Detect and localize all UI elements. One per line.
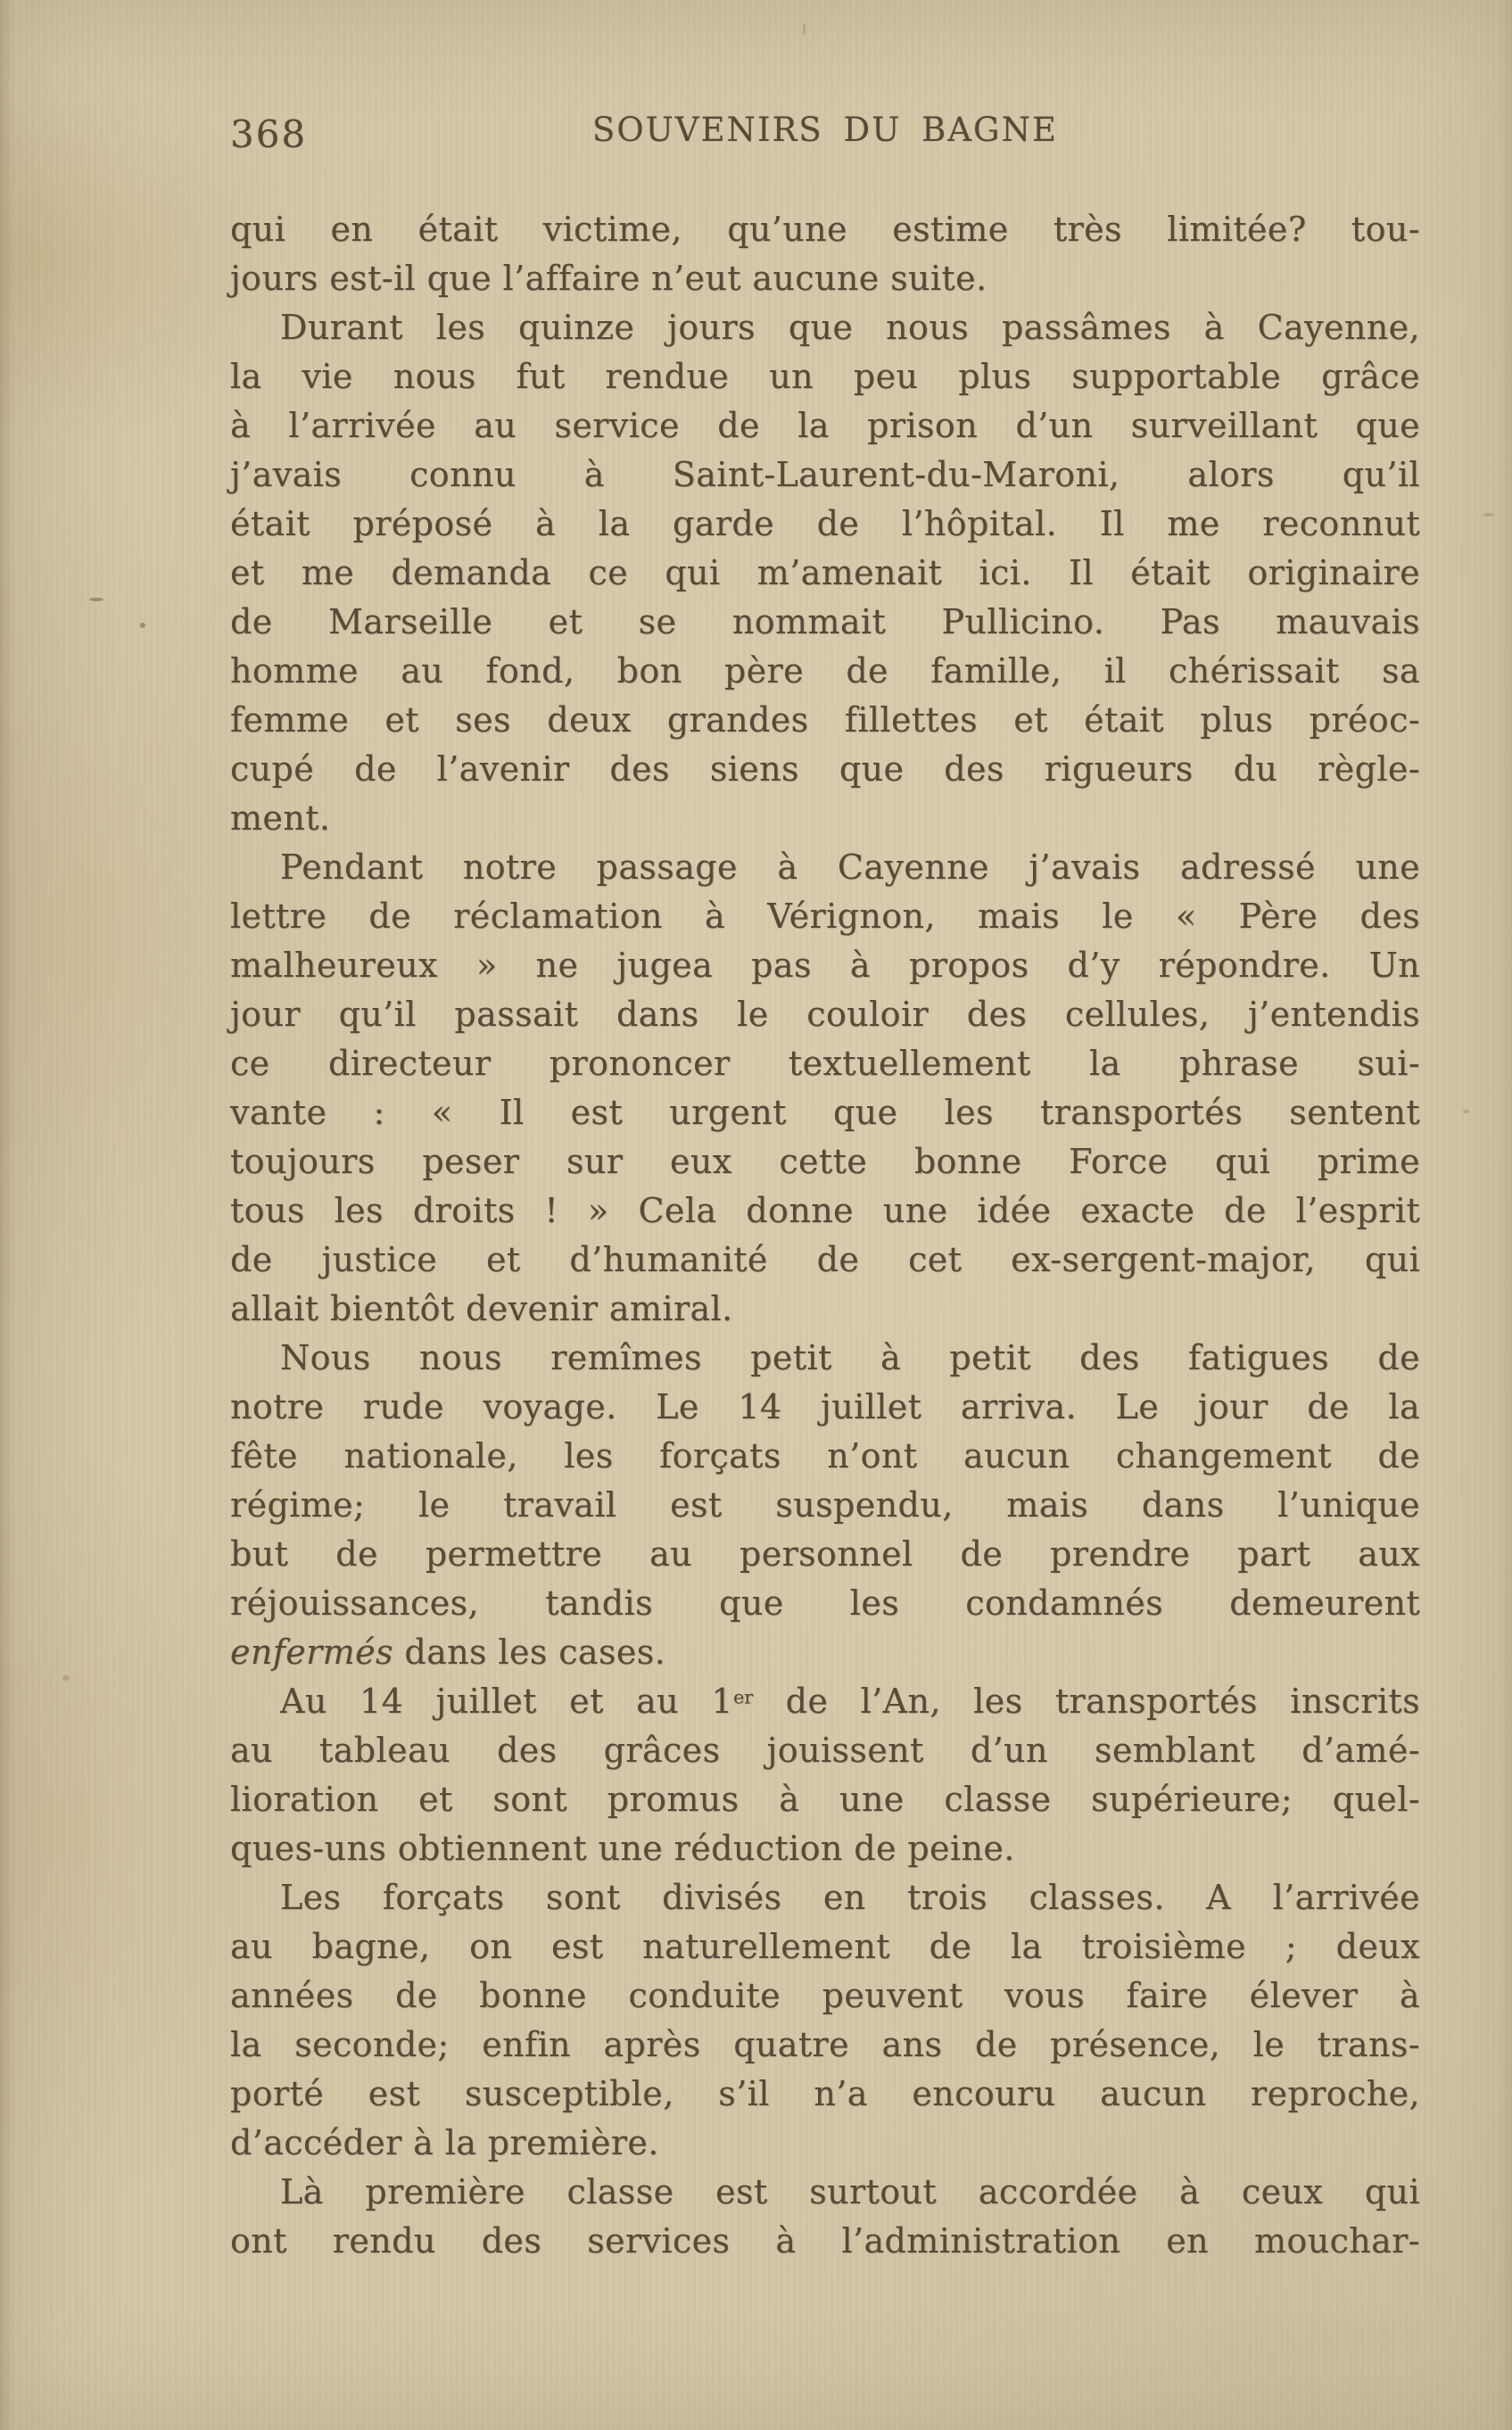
text-line: la seconde; enfin après quatre ans de présence, le trans-: [230, 2025, 1420, 2064]
text-line: ques-uns obtiennent une réduction de peine.: [230, 1829, 1015, 1868]
text-line: ont rendu des services à l’administration en mouchar-: [230, 2221, 1420, 2261]
page-header: [230, 111, 1420, 160]
text-segment: dans les cases.: [392, 1632, 666, 1672]
text-line: de justice et d’humanité de cet ex-sergent-major, qui: [230, 1240, 1420, 1279]
page-number: 368: [230, 112, 308, 156]
text-line: années de bonne conduite peuvent vous faire élever à: [230, 1976, 1420, 2015]
text-line: allait bientôt devenir amiral.: [230, 1289, 733, 1328]
text-line: était préposé à la garde de l’hôpital. Il me reconnut: [230, 504, 1420, 543]
text-line: ce directeur prononcer textuellement la phrase sui-: [230, 1044, 1420, 1083]
paragraph: [230, 1873, 1420, 2168]
paper-speck: [62, 1675, 70, 1681]
text-line: but de permettre au personnel de prendre part aux: [230, 1534, 1420, 1574]
text-line: et me demanda ce qui m’amenait ici. Il était originaire: [230, 553, 1420, 592]
text-line: Nous nous remîmes petit à petit des fatigues de: [280, 1338, 1420, 1377]
text-line: lettre de réclamation à Vérignon, mais le « Père des: [230, 897, 1420, 936]
text-line: régime; le travail est suspendu, mais dans l’unique: [230, 1485, 1420, 1525]
text-line: [230, 1677, 1420, 1726]
paper-speck: [803, 23, 806, 36]
text-line: lioration et sont promus à une classe supérieure; quel-: [230, 1780, 1420, 1819]
text-line: Là première classe est surtout accordée à ceux qui: [280, 2172, 1420, 2211]
text-line: jours est-il que l’affaire n’eut aucune suite.: [230, 259, 987, 298]
text-line: Durant les quinze jours que nous passâmes à Cayenne,: [280, 308, 1420, 347]
text-line: Pendant notre passage à Cayenne j’avais adressé une: [280, 847, 1420, 887]
text-line: toujours peser sur eux cette bonne Force qui prime: [230, 1142, 1420, 1181]
text-line: tous les droits ! » Cela donne une idée exacte de l’esprit: [230, 1191, 1420, 1230]
running-title: SOUVENIRS DU BAGNE: [591, 111, 1058, 149]
text-line: notre rude voyage. Le 14 juillet arriva. Le jour de la: [230, 1387, 1420, 1426]
text-line: jour qu’il passait dans le couloir des cellules, j’entendis: [230, 995, 1420, 1034]
paragraph: [230, 843, 1420, 1334]
text-line: ment.: [230, 798, 331, 838]
paragraph: [230, 1677, 1420, 1873]
text-line: de Marseille et se nommait Pullicino. Pas mauvais: [230, 602, 1420, 641]
paper-speck: [140, 623, 145, 628]
text-line: j’avais connu à Saint-Laurent-du-Maroni, alors qu’il: [230, 455, 1420, 494]
text-line: porté est susceptible, s’il n’a encouru aucun reproche,: [230, 2074, 1420, 2113]
page-body: [230, 205, 1420, 2266]
paper-speck: [89, 598, 103, 601]
text-line: cupé de l’avenir des siens que des rigueurs du règle-: [230, 749, 1420, 789]
text-line: homme au fond, bon père de famille, il chérissait sa: [230, 651, 1420, 690]
text-line: fête nationale, les forçats n’ont aucun changement de: [230, 1436, 1420, 1475]
text-line: à l’arrivée au service de la prison d’un surveillant que: [230, 406, 1420, 445]
text-line: au bagne, on est naturellement de la troisième ; deux: [230, 1927, 1420, 1966]
paper-speck: [1463, 1110, 1469, 1113]
paragraph: [230, 303, 1420, 843]
text-line: femme et ses deux grandes fillettes et était plus préoc-: [230, 700, 1420, 740]
text-line: qui en était victime, qu’une estime très limitée? tou-: [230, 210, 1420, 249]
text-line: d’accéder à la première.: [230, 2123, 659, 2162]
paragraph: [230, 205, 1420, 303]
text-line: au tableau des grâces jouissent d’un semblant d’amé-: [230, 1731, 1420, 1770]
text-segment: Au 14 juillet et au 1: [280, 1682, 733, 1721]
text-line: réjouissances, tandis que les condamnés demeurent: [230, 1583, 1420, 1623]
text-line: malheureux » ne jugea pas à propos d’y répondre. Un: [230, 946, 1420, 985]
italic-text: enfermés: [230, 1632, 393, 1672]
text-line: vante : « Il est urgent que les transportés sentent: [230, 1093, 1420, 1132]
text-line: la vie nous fut rendue un peu plus supportable grâce: [230, 357, 1420, 396]
paper-speck: [1483, 513, 1494, 517]
paragraph: [230, 1334, 1420, 1677]
text-segment: de l’An, les transportés inscrits: [753, 1682, 1420, 1721]
superscript-text: er: [732, 1686, 754, 1708]
text-line: [230, 1628, 1420, 1677]
text-line: Les forçats sont divisés en trois classes. A l’arrivée: [280, 1878, 1420, 1917]
paragraph: [230, 2168, 1420, 2266]
